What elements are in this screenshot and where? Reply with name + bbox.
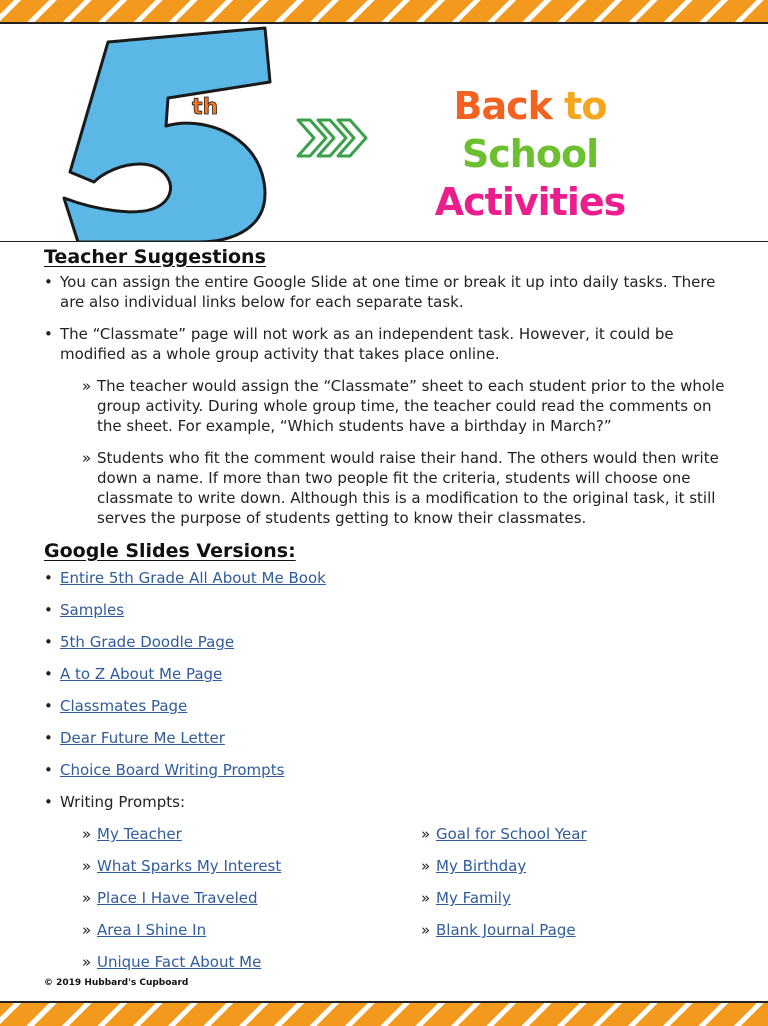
link-blank-journal[interactable]: Blank Journal Page [436,921,576,939]
prompt-item [383,888,683,908]
prompt-item [44,856,383,876]
link-item [44,728,734,748]
link-goal-school-year[interactable]: Goal for School Year [436,825,587,843]
link-item [44,600,734,620]
link-sparks-interest[interactable]: What Sparks My Interest [97,857,282,875]
top-stripe-border [0,0,768,24]
prompt-item [383,824,683,844]
link-item [44,696,734,716]
link-place-traveled[interactable]: Place I Have Traveled [97,889,258,907]
suggestion-bullet-1: • You can assign the entire Google Slide at one time or break it up into daily tasks. There are also individual links below for each separate task. [44,272,734,312]
grade-suffix: th [192,95,219,120]
writing-prompts-grid [44,824,734,972]
prompt-item [44,888,383,908]
title-word-to: to [564,84,607,128]
link-entire-book[interactable]: Entire 5th Grade All About Me Book [60,569,326,587]
link-my-family[interactable]: My Family [436,889,511,907]
link-item [44,664,734,684]
page-title [380,82,680,226]
link-item [44,632,734,652]
prompt-item [44,824,383,844]
link-choice-board[interactable]: Choice Board Writing Prompts [60,761,285,779]
prompt-item [383,856,683,876]
copyright-footer: © 2019 Hubbard's Cupboard [44,978,189,988]
link-classmates[interactable]: Classmates Page [60,697,188,715]
chevrons-icon [296,116,372,160]
link-item [44,568,734,588]
title-word-back: Back [453,84,552,128]
google-slides-heading: Google Slides Versions: [44,540,296,562]
prompt-item [44,952,383,972]
suggestion-sub-2: » Students who fit the comment would raise their hand. The others would then write down a name. If more than two people fit the criteria, students will choose one classmate to write down. Although this is a modification to the original task, it still serves the purpose of students getting to know their classmates. [44,448,734,528]
header-divider [0,241,768,242]
link-future-me[interactable]: Dear Future Me Letter [60,729,225,747]
link-my-teacher[interactable]: My Teacher [97,825,182,843]
bottom-stripe-border [0,1001,768,1026]
link-doodle-page[interactable]: 5th Grade Doodle Page [60,633,235,651]
main-content [44,244,734,972]
title-word-activities: Activities [434,180,626,224]
link-samples[interactable]: Samples [60,601,125,619]
suggestion-bullet-2: • The “Classmate” page will not work as an independent task. However, it could be modified as a whole group activity that takes place online. [44,324,734,364]
title-word-school: School [461,132,599,176]
teacher-suggestions-heading: Teacher Suggestions [44,246,266,268]
link-item [44,760,734,780]
writing-prompts-label: • Writing Prompts: [44,792,734,812]
link-a-to-z[interactable]: A to Z About Me Page [60,665,223,683]
suggestion-sub-1: » The teacher would assign the “Classmate” sheet to each student prior to the whole group activity. During whole group time, the teacher could read the comments on the sheet. For example, “Which students have a birthday in March?” [44,376,734,436]
grade-five-logo [50,24,280,242]
link-my-birthday[interactable]: My Birthday [436,857,527,875]
prompt-item [44,920,383,940]
link-unique-fact[interactable]: Unique Fact About Me [97,953,262,971]
prompt-item [383,920,683,940]
link-area-shine[interactable]: Area I Shine In [97,921,207,939]
